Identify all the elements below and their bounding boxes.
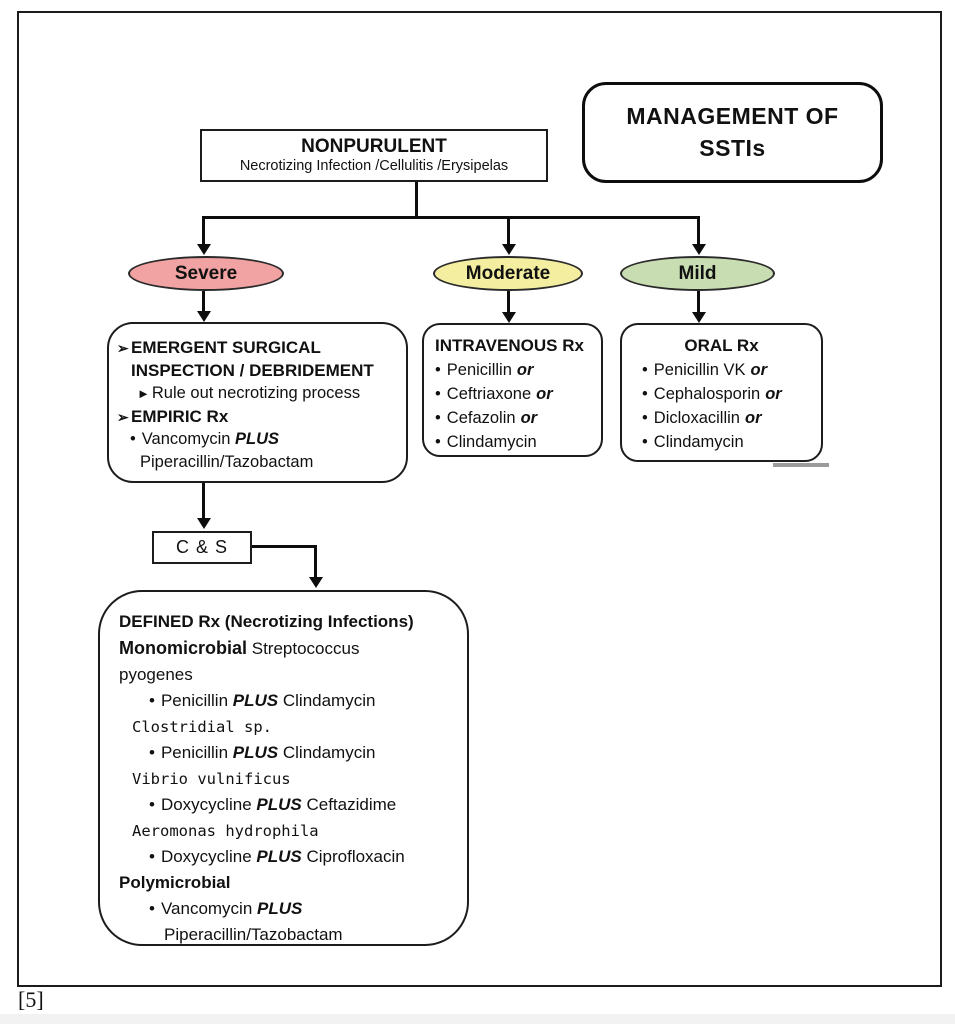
- drug-name: Doxycycline: [160, 847, 252, 866]
- drug-conj: or: [520, 409, 538, 427]
- list-item: [642, 430, 821, 454]
- triangle-bullet-icon: ►: [137, 386, 150, 401]
- species-name: Clostridial sp.: [132, 718, 272, 736]
- nonpurulent-title: NONPURULENT: [301, 136, 447, 157]
- moderate-drug-list: [435, 358, 601, 454]
- title-line-2: SSTIs: [699, 135, 766, 161]
- drug-name: Clindamycin: [282, 743, 376, 762]
- rx-line: [119, 688, 459, 714]
- species-name-cont: pyogenes: [119, 665, 193, 684]
- dot-bullet-icon: •: [435, 385, 441, 403]
- drug-name: Clindamycin: [653, 433, 744, 451]
- dot-bullet-icon: •: [149, 691, 155, 710]
- monomicrobial-line: [119, 635, 459, 662]
- moderate-box-title: INTRAVENOUS Rx: [435, 336, 584, 355]
- severe-heading-1-line1: EMERGENT SURGICAL: [131, 338, 321, 357]
- cs-label: C & S: [175, 537, 228, 557]
- rx-line: [119, 740, 459, 766]
- severity-ellipse-severe: [128, 256, 284, 291]
- monomicrobial-heading: Monomicrobial: [119, 638, 248, 658]
- drug-name: Penicillin: [446, 361, 512, 379]
- mild-box-title: ORAL Rx: [684, 336, 759, 355]
- drug-conj: or: [765, 385, 782, 403]
- drug-conj: or: [536, 385, 553, 403]
- arrowhead-moderate-icon: [502, 244, 516, 255]
- severe-rx-drug: Vancomycin: [141, 430, 231, 448]
- drug-name: Vancomycin: [160, 899, 253, 918]
- arrowhead-moderate-box-icon: [502, 312, 516, 323]
- connector-moderate-box: [507, 291, 510, 312]
- arrowhead-mild-box-icon: [692, 312, 706, 323]
- severe-heading-1: [117, 337, 398, 382]
- dot-bullet-icon: •: [149, 899, 155, 918]
- arrowhead-severe-box-icon: [197, 311, 211, 322]
- connector-drop-moderate: [507, 216, 510, 244]
- severe-subpoint: [137, 382, 398, 406]
- dot-bullet-icon: •: [642, 433, 648, 451]
- severe-subpoint-text: Rule out necrotizing process: [151, 384, 361, 402]
- dot-bullet-icon: •: [149, 847, 155, 866]
- rx-conj: PLUS: [232, 743, 279, 762]
- arrowhead-mild-icon: [692, 244, 706, 255]
- species-name: Vibrio vulnificus: [132, 770, 291, 788]
- dot-bullet-icon: •: [435, 433, 441, 451]
- dot-bullet-icon: •: [435, 409, 441, 427]
- connector-mild-box: [697, 291, 700, 312]
- drug-name: Doxycycline: [160, 795, 252, 814]
- species-name: Aeromonas hydrophila: [132, 822, 319, 840]
- polymicrobial-heading: Polymicrobial: [119, 873, 231, 892]
- arrowhead-severe-icon: [197, 244, 211, 255]
- severity-label-moderate: Moderate: [465, 262, 551, 284]
- connector-severe-cs: [202, 483, 205, 518]
- drug-name: Cefazolin: [446, 409, 516, 427]
- drug-name: Penicillin: [160, 743, 229, 762]
- list-item: [435, 430, 601, 454]
- defined-treatment-box: [98, 590, 469, 946]
- drug-conj: or: [516, 361, 534, 379]
- culture-sensitivity-box: [152, 531, 252, 564]
- severe-rx-line2: Piperacillin/Tazobactam: [140, 452, 314, 471]
- drug-name: Penicillin VK: [653, 361, 746, 379]
- drug-name: Ceftazidime: [306, 795, 397, 814]
- stray-underline: [773, 463, 829, 467]
- dot-bullet-icon: •: [642, 409, 648, 427]
- title-line-1: MANAGEMENT OF: [626, 103, 839, 129]
- arrow-bullet-icon: ➢: [117, 340, 129, 356]
- dot-bullet-icon: •: [130, 430, 136, 448]
- drug-conj: or: [744, 409, 762, 427]
- severity-label-mild: Mild: [678, 262, 717, 284]
- list-item: [642, 382, 821, 406]
- drug-name: Dicloxacillin: [653, 409, 740, 427]
- connector-root-stem: [415, 182, 418, 217]
- list-item: [642, 406, 821, 430]
- drug-conj: or: [750, 361, 767, 379]
- arrowhead-defined-icon: [309, 577, 323, 588]
- rx-conj: PLUS: [256, 847, 302, 866]
- severe-heading-2: [117, 406, 398, 429]
- dot-bullet-icon: •: [149, 795, 155, 814]
- mild-treatment-box: [620, 323, 823, 462]
- mild-drug-list: [622, 358, 821, 454]
- connector-cs-elbow-h: [252, 545, 317, 548]
- drug-name: Penicillin: [160, 691, 229, 710]
- drug-name: Clindamycin: [282, 691, 376, 710]
- severe-rx-conj: PLUS: [235, 430, 280, 448]
- connector-severe-box: [202, 291, 205, 311]
- dot-bullet-icon: •: [642, 385, 648, 403]
- severity-label-severe: Severe: [174, 262, 238, 284]
- nonpurulent-node: [200, 129, 548, 182]
- severe-heading-1-line2: INSPECTION / DEBRIDEMENT: [131, 360, 374, 380]
- rx-conj: PLUS: [257, 899, 303, 918]
- drug-name: Clindamycin: [446, 433, 537, 451]
- reference-citation: [5]: [18, 987, 44, 1012]
- arrowhead-cs-icon: [197, 518, 211, 529]
- connector-branch-bar: [202, 216, 700, 219]
- severe-heading-2-text: EMPIRIC Rx: [131, 406, 229, 426]
- rx-line: [119, 844, 459, 870]
- rx-conj: PLUS: [256, 795, 302, 814]
- rx-conj: PLUS: [232, 691, 279, 710]
- nonpurulent-subtitle: Necrotizing Infection /Cellulitis /Erysipelas: [239, 158, 509, 174]
- dot-bullet-icon: •: [149, 743, 155, 762]
- list-item: [435, 406, 601, 430]
- severe-treatment-box: [107, 322, 408, 483]
- moderate-treatment-box: [422, 323, 603, 457]
- dot-bullet-icon: •: [435, 361, 441, 379]
- rx-line: [119, 896, 459, 922]
- severe-rx-line1: [130, 428, 398, 451]
- defined-heading: DEFINED Rx (Necrotizing Infections): [119, 612, 414, 631]
- dot-bullet-icon: •: [642, 361, 648, 379]
- drug-name: Ceftriaxone: [446, 385, 532, 403]
- arrow-bullet-icon: ➢: [117, 408, 129, 425]
- species-name: Streptococcus: [251, 639, 360, 658]
- bottom-edge-strip: [0, 1014, 955, 1024]
- rx-line-cont: Piperacillin/Tazobactam: [164, 925, 343, 944]
- severity-ellipse-mild: [620, 256, 775, 291]
- title-banner: [582, 82, 883, 183]
- list-item: [435, 358, 601, 382]
- connector-drop-severe: [202, 216, 205, 244]
- connector-cs-elbow-v: [314, 545, 317, 577]
- drug-name: Cephalosporin: [653, 385, 761, 403]
- drug-name: Ciprofloxacin: [306, 847, 405, 866]
- rx-line: [119, 792, 459, 818]
- connector-drop-mild: [697, 216, 700, 244]
- list-item: [642, 358, 821, 382]
- list-item: [435, 382, 601, 406]
- severity-ellipse-moderate: [433, 256, 583, 291]
